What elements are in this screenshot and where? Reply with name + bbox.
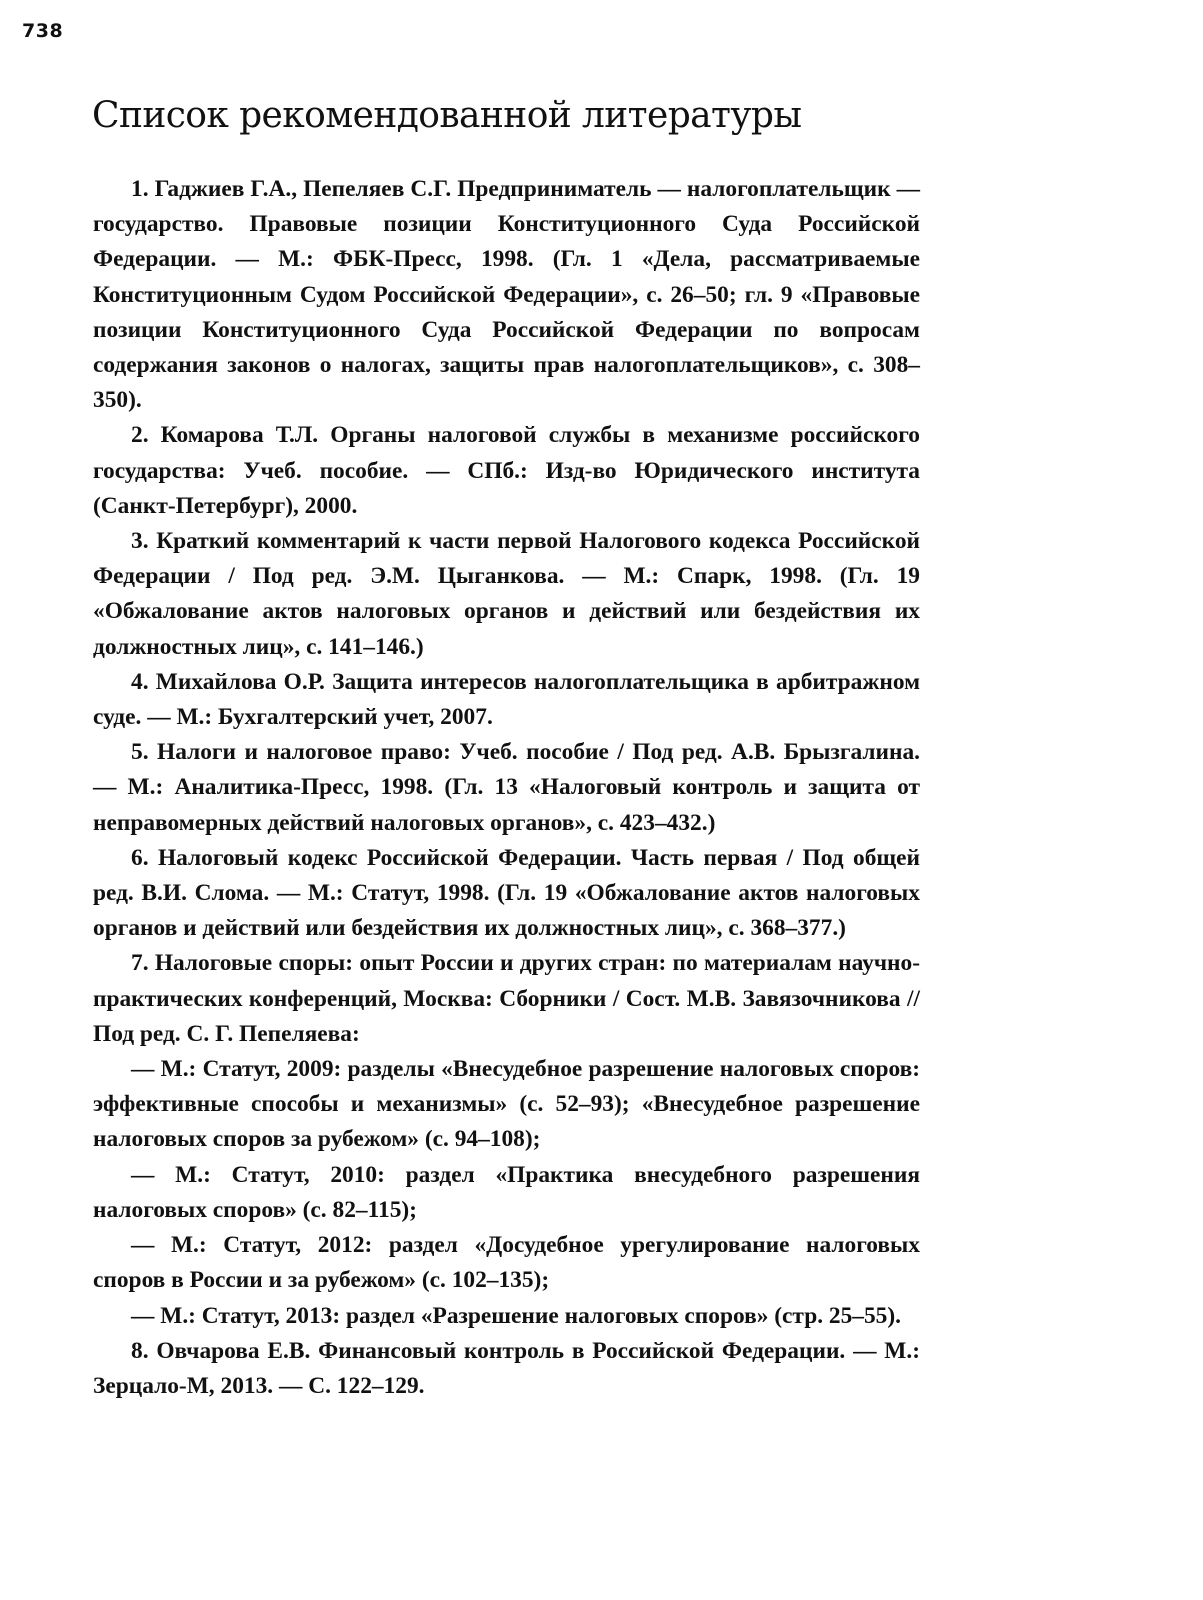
bibliography-entry-7: 7. Налоговые споры: опыт России и других стран: по материалам научно-практических конференций, Москва: Сборники / Сост. М.В. Завязочникова // Под ред. С. Г. Пепеляева:: [93, 950, 920, 1047]
page-number: 738: [22, 20, 64, 42]
bibliography-subentry-2009: — М.: Статут, 2009: разделы «Внесудебное разрешение налоговых споров: эффективные способы и механизмы» (с. 52–93); «Внесудебное разрешение налоговых споров за рубежом» (с. 94–108);: [93, 1056, 920, 1153]
bibliography-entry-5: 5. Налоги и налоговое право: Учеб. пособие / Под ред. А.В. Брызгалина. — М.: Аналитика-Пресс, 1998. (Гл. 13 «Налоговый контроль и защита от неправомерных действий налоговых органов», с. 423–432.): [93, 739, 920, 836]
bibliography-subentry-2010: — М.: Статут, 2010: раздел «Практика внесудебного разрешения налоговых споров» (с. 82–115);: [93, 1161, 920, 1223]
bibliography-subentry-2012: — М.: Статут, 2012: раздел «Досудебное урегулирование налоговых споров в России и за рубежом» (с. 102–135);: [93, 1232, 920, 1294]
bibliography-entry-3: 3. Краткий комментарий к части первой Налогового кодекса Российской Федерации / Под ред. Э.М. Цыганкова. — М.: Спарк, 1998. (Гл. 19 «Обжалование актов налоговых органов и действий или бездействия их должностных лиц», с. 141–146.): [93, 528, 920, 660]
bibliography-entry-4: 4. Михайлова О.Р. Защита интересов налогоплательщика в арбитражном суде. — М.: Бухгалтерский учет, 2007.: [93, 668, 920, 731]
bibliography-list: [93, 172, 920, 1404]
bibliography-subentry-2013: — М.: Статут, 2013: раздел «Разрешение налоговых споров» (стр. 25–55).: [131, 1302, 902, 1329]
bibliography-entry-6: 6. Налоговый кодекс Российской Федерации. Часть первая / Под общей ред. В.И. Слома. — М.: Статут, 1998. (Гл. 19 «Обжалование актов налоговых органов и действий или бездействия их должностных лиц», с. 368–377.): [93, 844, 920, 942]
page-title: Список рекомендованной литературы: [92, 95, 802, 136]
bibliography-entry-1: 1. Гаджиев Г.А., Пепеляев С.Г. Предприниматель — налогоплательщик — государство. Правовые позиции Конституционного Суда Российской Федерации. — М.: ФБК-Пресс, 1998. (Гл. 1 «Дела, рассматриваемые Конституционным Судом Российской Федерации», с. 26–50; гл. 9 «Правовые позиции Конституционного Суда Российской Федерации по вопросам содержания законов о налогах, защиты прав налогоплательщиков», с. 308–350).: [93, 176, 920, 414]
bibliography-entry-8: 8. Овчарова Е.В. Финансовый контроль в Российской Федерации. — М.: Зерцало-М, 2013. — С. 122–129.: [93, 1337, 920, 1399]
bibliography-entry-2: 2. Комарова Т.Л. Органы налоговой службы в механизме российского государства: Учеб. пособие. — СПб.: Изд-во Юридического института (Санкт-Петербург), 2000.: [93, 422, 920, 519]
